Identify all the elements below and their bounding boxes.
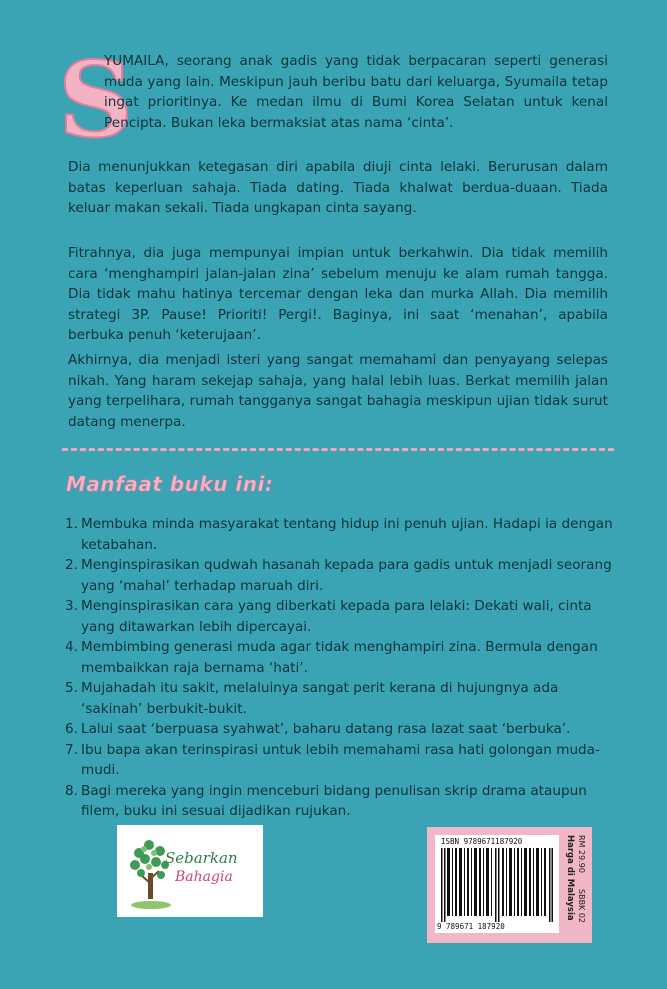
intro-paragraph-4: Akhirnya, dia menjadi isteri yang sangat memahami dan penyayang selepas nikah. Yang haram sekejap sahaja, yang halal lebih luas. Berkat memilih jalan yang terpelihara, rumah tangganya sangat bahagia meskipun ujian tidak surut datang menerpa. bbox=[68, 352, 608, 430]
dropcap-letter: S bbox=[58, 38, 134, 161]
item-text: Lalui saat ‘berpuasa syahwat’, baharu datang rasa lazat saat ‘berbuka’. bbox=[81, 721, 571, 737]
price-label: Harga di Malaysia bbox=[565, 835, 575, 921]
list-item bbox=[65, 596, 617, 637]
item-text: Bagi mereka yang ingin menceburi bidang penulisan skrip drama ataupun filem, buku ini sesuai dijadikan rujukan. bbox=[81, 782, 587, 819]
item-text: Menginspirasikan qudwah hasanah kepada para gadis untuk menjadi seorang yang ‘mahal’ terhadap maruah diri. bbox=[81, 557, 612, 594]
list-item bbox=[65, 514, 617, 555]
item-number: 8. bbox=[65, 782, 78, 799]
list-item bbox=[65, 719, 617, 740]
benefits-heading: Manfaat buku ini: bbox=[66, 472, 274, 496]
item-text: Menginspirasikan cara yang diberkati kepada para lelaki: Dekati wali, cinta yang ditawarkan lebih dipercayai. bbox=[81, 598, 592, 635]
list-item bbox=[65, 740, 617, 781]
list-item bbox=[65, 555, 617, 596]
dashed-divider bbox=[62, 448, 614, 451]
barcode bbox=[435, 835, 559, 933]
price-value: RM 29.90 bbox=[577, 835, 586, 873]
barcode-panel bbox=[427, 827, 592, 943]
list-item bbox=[65, 637, 617, 678]
item-number: 4. bbox=[65, 639, 78, 655]
item-number: 5. bbox=[65, 680, 78, 696]
product-code: SBBK 02 bbox=[577, 889, 586, 924]
logo-text-line1: Sebarkan bbox=[165, 849, 238, 867]
item-number: 6. bbox=[65, 721, 78, 737]
intro-paragraph-1: YUMAILA, seorang anak gadis yang tidak berpacaran seperti generasi muda yang lain. Meskipun jauh beribu batu dari keluarga, Syumaila tetap ingat prioritinya. Ke medan ilmu di Bumi Korea Selatan untuk kenal Pencipta. Bukan leka bermaksiat atas nama ‘cinta’. bbox=[104, 53, 608, 131]
barcode-bars-icon bbox=[441, 848, 553, 922]
item-text: Mujahadah itu sakit, melaluinya sangat perit kerana di hujungnya ada ‘sakinah’ berbukit-bukit. bbox=[81, 680, 559, 717]
isbn-digits: 9 789671 187920 bbox=[437, 922, 505, 931]
item-number: 3. bbox=[65, 598, 78, 614]
item-number: 7. bbox=[65, 741, 78, 758]
publisher-logo bbox=[117, 825, 263, 917]
isbn-label: ISBN 9789671187920 bbox=[441, 837, 523, 846]
item-number: 1. bbox=[65, 516, 78, 532]
list-item bbox=[65, 678, 617, 719]
item-text: Membimbing generasi muda agar tidak menghampiri zina. Bermula dengan membaikkan raja bernama ‘hati’. bbox=[81, 639, 598, 676]
list-item bbox=[65, 781, 617, 822]
intro-paragraph-2: Dia menunjukkan ketegasan diri apabila diuji cinta lelaki. Berurusan dalam batas keperluan sahaja. Tiada dating. Tiada khalwat berdua-duaan. Tiada keluar makan sekali. Tiada ungkapan cinta sayang. bbox=[68, 159, 608, 216]
logo-text-line2: Bahagia bbox=[175, 869, 233, 885]
item-text: Ibu bapa akan terinspirasi untuk lebih memahami rasa hati golongan muda-mudi. bbox=[81, 741, 600, 778]
benefits-list bbox=[65, 514, 617, 822]
item-number: 2. bbox=[65, 557, 78, 573]
intro-paragraph-3: Fitrahnya, dia juga mempunyai impian untuk berkahwin. Dia tidak memilih cara ‘menghampiri jalan-jalan zina’ sebelum menuju ke alam rumah tangga. Dia tidak mahu hatinya tercemar dengan leka dan murka Allah. Dia memilih strategi 3P. Pause! Prioriti! Pergi!. Baginya, ini saat ‘menahan’, apabila berbuka penuh ‘keterujaan’. bbox=[68, 245, 608, 343]
item-text: Membuka minda masyarakat tentang hidup ini penuh ujian. Hadapi ia dengan ketabahan. bbox=[81, 516, 613, 553]
